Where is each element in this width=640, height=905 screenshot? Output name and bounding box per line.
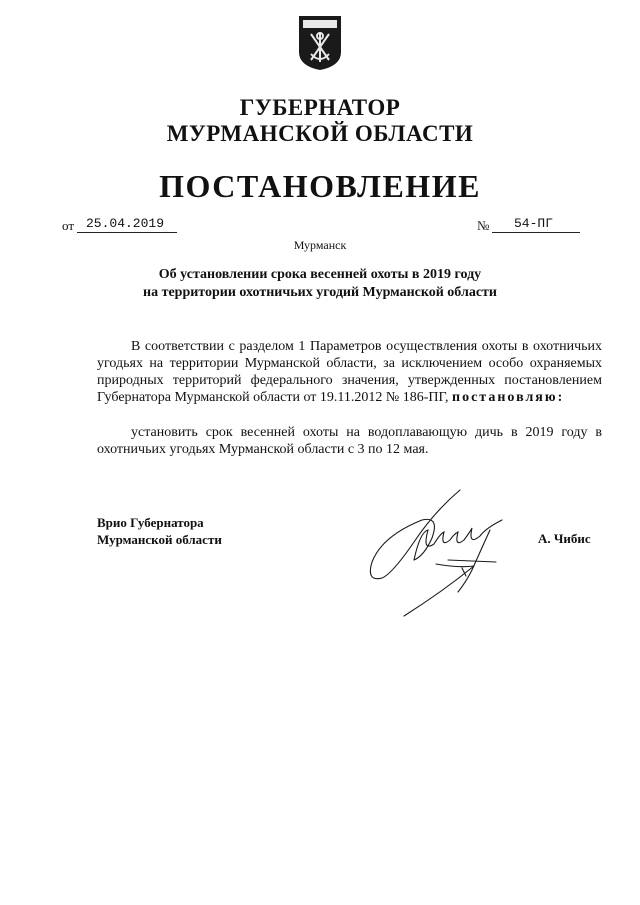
number-value: 54-ПГ: [514, 216, 554, 231]
number-label: №: [477, 218, 490, 233]
number-underline: [492, 232, 580, 233]
city-name: Мурманск: [293, 238, 347, 252]
signatory-position: [97, 514, 222, 548]
position-line-2: Мурманской области: [97, 532, 222, 547]
position-line-1: Врио Губернатора: [97, 515, 204, 530]
authority-region: МУРМАНСКОЙ ОБЛАСТИ: [166, 121, 474, 146]
preamble-paragraph: [97, 338, 602, 406]
decree-word: постановляю:: [452, 390, 565, 405]
document-subject: [0, 266, 640, 302]
decision-paragraph: [97, 424, 602, 458]
document-type-heading: ПОСТАНОВЛЕНИЕ: [159, 168, 481, 204]
date-label: от: [62, 218, 75, 233]
authority-title: ГУБЕРНАТОР: [239, 95, 401, 120]
subject-line-2: на территории охотничьих угодий Мурманской области: [143, 285, 497, 300]
date-underline: [77, 232, 177, 233]
handwritten-signature: [362, 482, 512, 622]
decision-text: установить срок весенней охоты на водоплавающую дичь в 2019 году в охотничьих угодьях Мурманской области с 3 по 12 мая.: [97, 425, 602, 457]
preamble-text: В соответствии с разделом 1 Параметров осуществления охоты в охотничьих угодьях на территории Мурманской области, за исключением особо охраняемых природных территорий федерального значения, утвержденных постановлением Губернатора Мурманской области от 19.11.2012 № 186-ПГ,: [97, 339, 602, 405]
coat-of-arms-emblem: [297, 14, 343, 72]
subject-line-1: Об установлении срока весенней охоты в 2019 году: [158, 267, 482, 282]
date-value: 25.04.2019: [86, 216, 165, 231]
signer-name: А. Чибис: [538, 531, 591, 546]
